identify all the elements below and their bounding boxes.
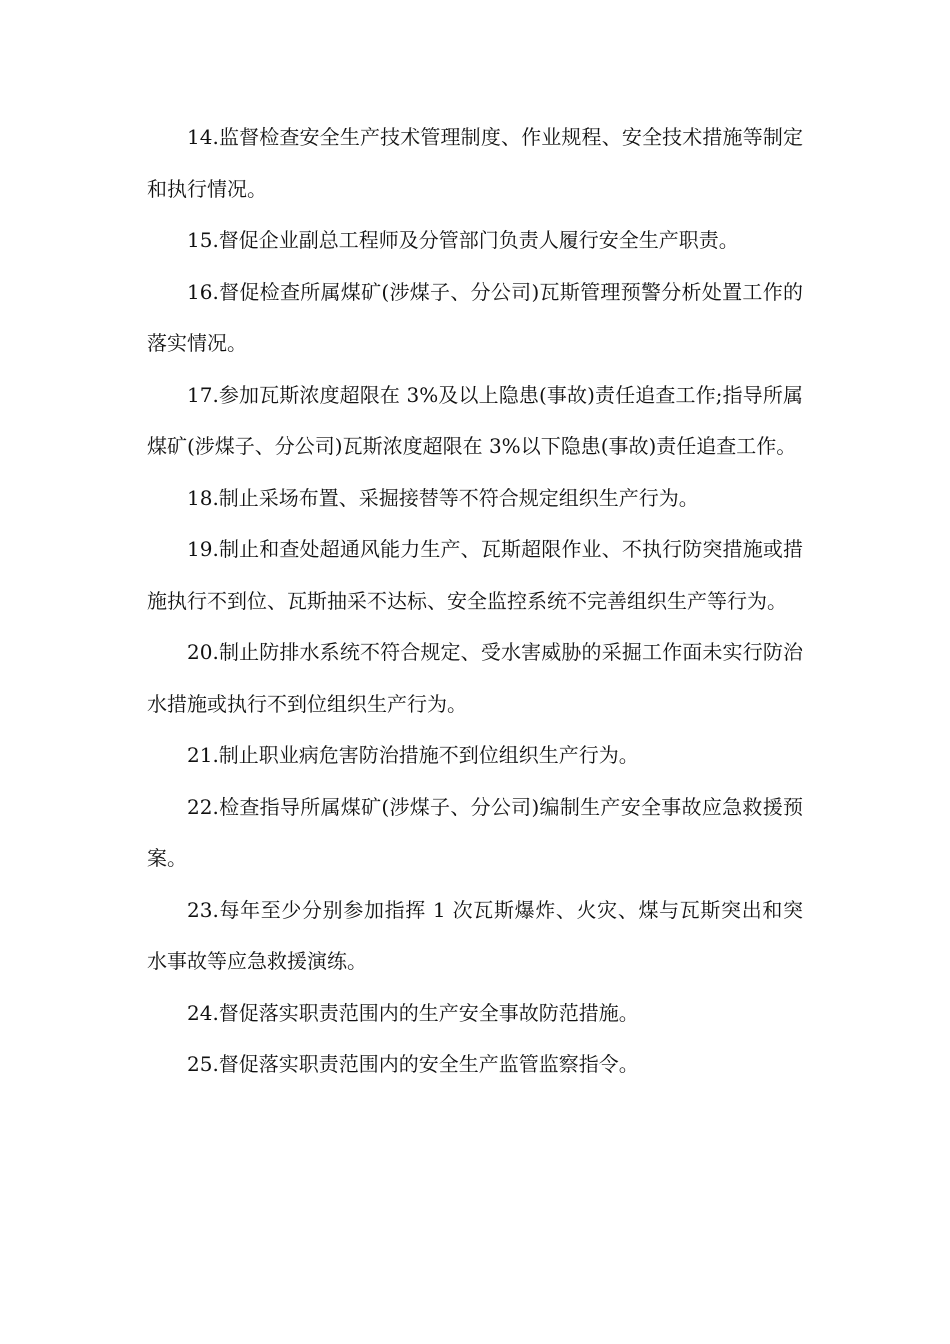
paragraph-24: 24.督促落实职责范围内的生产安全事故防范措施。 <box>187 1000 639 1025</box>
paragraph-22: 22.检查指导所属煤矿(涉煤子、分公司)编制生产安全事故应急救援预案。 <box>147 794 803 870</box>
paragraph-19: 19.制止和查处超通风能力生产、瓦斯超限作业、不执行防突措施或措施执行不到位、瓦斯抽采不达标、安全监控系统不完善组织生产等行为。 <box>147 537 803 613</box>
paragraph-23: 23.每年至少分别参加指挥 1 次瓦斯爆炸、火灾、煤与瓦斯突出和突水事故等应急救援演练。 <box>147 897 803 973</box>
document-body <box>147 112 803 1091</box>
paragraph-15: 15.督促企业副总工程师及分管部门负责人履行安全生产职责。 <box>187 228 739 252</box>
paragraph-25: 25.督促落实职责范围内的安全生产监管监察指令。 <box>187 1052 639 1076</box>
paragraph-20: 20.制止防排水系统不符合规定、受水害威胁的采掘工作面未实行防治水措施或执行不到位组织生产行为。 <box>147 640 803 716</box>
paragraph-18: 18.制止采场布置、采掘接替等不符合规定组织生产行为。 <box>187 485 699 510</box>
paragraph-16: 16.督促检查所属煤矿(涉煤子、分公司)瓦斯管理预警分析处置工作的落实情况。 <box>147 279 803 355</box>
paragraph-21: 21.制止职业病危害防治措施不到位组织生产行为。 <box>187 743 639 767</box>
paragraph-14: 14.监督检查安全生产技术管理制度、作业规程、安全技术措施等制定和执行情况。 <box>147 125 803 201</box>
paragraph-17: 17.参加瓦斯浓度超限在 3%及以上隐患(事故)责任追查工作;指导所属煤矿(涉煤子、分公司)瓦斯浓度超限在 3%以下隐患(事故)责任追查工作。 <box>147 382 803 458</box>
